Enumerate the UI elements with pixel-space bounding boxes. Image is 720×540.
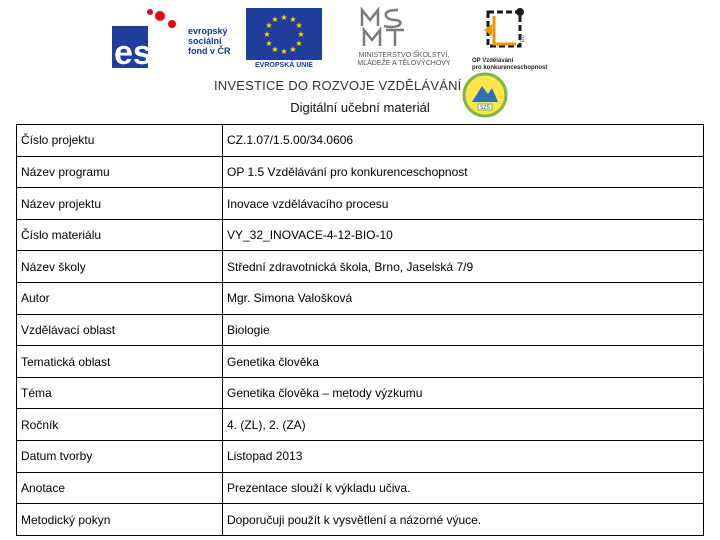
esf-caption-line: fond v ČR	[188, 46, 231, 56]
msmt-mark-icon	[358, 6, 408, 50]
eu-stars-icon	[246, 8, 322, 60]
row-label: Téma	[17, 377, 223, 409]
esf-caption-line: evropský	[188, 26, 228, 36]
row-value: Prezentace slouží k výkladu učiva.	[223, 472, 704, 504]
table-row	[17, 409, 704, 441]
row-value: Doporučuji použít k vysvětlení a názorné výuce.	[223, 504, 704, 536]
row-label: Název projektu	[17, 188, 223, 220]
msmt-logo	[346, 6, 462, 72]
row-value: Listopad 2013	[223, 441, 704, 473]
esf-caption-line: sociální	[188, 36, 222, 46]
svg-text:★: ★	[265, 39, 273, 48]
svg-text:EU: EU	[520, 35, 526, 42]
opvk-caption	[472, 58, 556, 72]
row-value: 4. (ZL), 2. (ZA)	[223, 409, 704, 441]
row-label: Ročník	[17, 409, 223, 441]
opvk-mark-icon	[480, 6, 532, 54]
svg-text:★: ★	[280, 13, 288, 22]
metadata-table	[16, 124, 704, 536]
table-row	[17, 125, 704, 157]
svg-text:★: ★	[295, 39, 303, 48]
row-label: Číslo materiálu	[17, 219, 223, 251]
esf-logo	[112, 8, 240, 68]
svg-text:★: ★	[289, 45, 297, 54]
row-label: Autor	[17, 283, 223, 315]
row-label: Název školy	[17, 251, 223, 283]
row-label: Metodický pokyn	[17, 504, 223, 536]
svg-text:★: ★	[295, 21, 303, 30]
row-value: VY_32_INOVACE-4-12-BIO-10	[223, 219, 704, 251]
eu-caption: EVROPSKÁ UNIE	[255, 62, 313, 69]
investice-tagline: INVESTICE DO ROZVOJE VZDĚLÁVÁNÍ	[214, 78, 462, 93]
esf-caption	[188, 26, 231, 56]
svg-text:★: ★	[265, 21, 273, 30]
table-row	[17, 377, 704, 409]
svg-text:★: ★	[263, 30, 271, 39]
school-seal-label: SZŠ	[480, 105, 490, 111]
svg-text:★: ★	[289, 15, 297, 24]
row-value: Genetika člověka	[223, 346, 704, 378]
row-value: Střední zdravotnická škola, Brno, Jaselská 7/9	[223, 251, 704, 283]
row-value: CZ.1.07/1.5.00/34.0606	[223, 125, 704, 157]
table-row	[17, 251, 704, 283]
table-row	[17, 504, 704, 536]
row-label: Vzdělávací oblast	[17, 314, 223, 346]
svg-text:★: ★	[271, 45, 279, 54]
eu-flag-icon	[246, 8, 322, 60]
row-value: Biologie	[223, 314, 704, 346]
table-row	[17, 472, 704, 504]
opvk-logo	[472, 6, 556, 70]
row-label: Číslo projektu	[17, 125, 223, 157]
row-label: Tematická oblast	[17, 346, 223, 378]
msmt-caption-line: MLÁDEŽE A TĚLOVÝCHOVY	[357, 60, 451, 67]
row-label: Název programu	[17, 156, 223, 188]
row-value: Mgr. Simona Valošková	[223, 283, 704, 315]
row-value: OP 1.5 Vzdělávání pro konkurenceschopnost	[223, 156, 704, 188]
svg-text:★: ★	[271, 15, 279, 24]
row-value: Genetika člověka – metody výzkumu	[223, 377, 704, 409]
table-row	[17, 219, 704, 251]
table-row	[17, 188, 704, 220]
opvk-caption-line: pro konkurenceschopnost	[472, 65, 548, 71]
row-label: Datum tvorby	[17, 441, 223, 473]
eu-logo	[246, 8, 322, 68]
msmt-caption-line: MINISTERSTVO ŠKOLSTVÍ,	[358, 52, 450, 59]
row-value: Inovace vzdělávacího procesu	[223, 188, 704, 220]
table-row	[17, 156, 704, 188]
esf-wordmark: esf	[114, 34, 164, 68]
svg-text:★: ★	[280, 47, 288, 56]
table-row	[17, 283, 704, 315]
table-row	[17, 346, 704, 378]
row-label: Anotace	[17, 472, 223, 504]
table-row	[17, 314, 704, 346]
esf-mark-icon	[112, 8, 182, 68]
svg-text:★: ★	[297, 30, 305, 39]
table-row	[17, 441, 704, 473]
msmt-caption	[346, 52, 462, 68]
opvk-caption-line: OP Vzdělávání	[472, 58, 514, 64]
page-subtitle: Digitální učební materiál	[290, 100, 430, 115]
